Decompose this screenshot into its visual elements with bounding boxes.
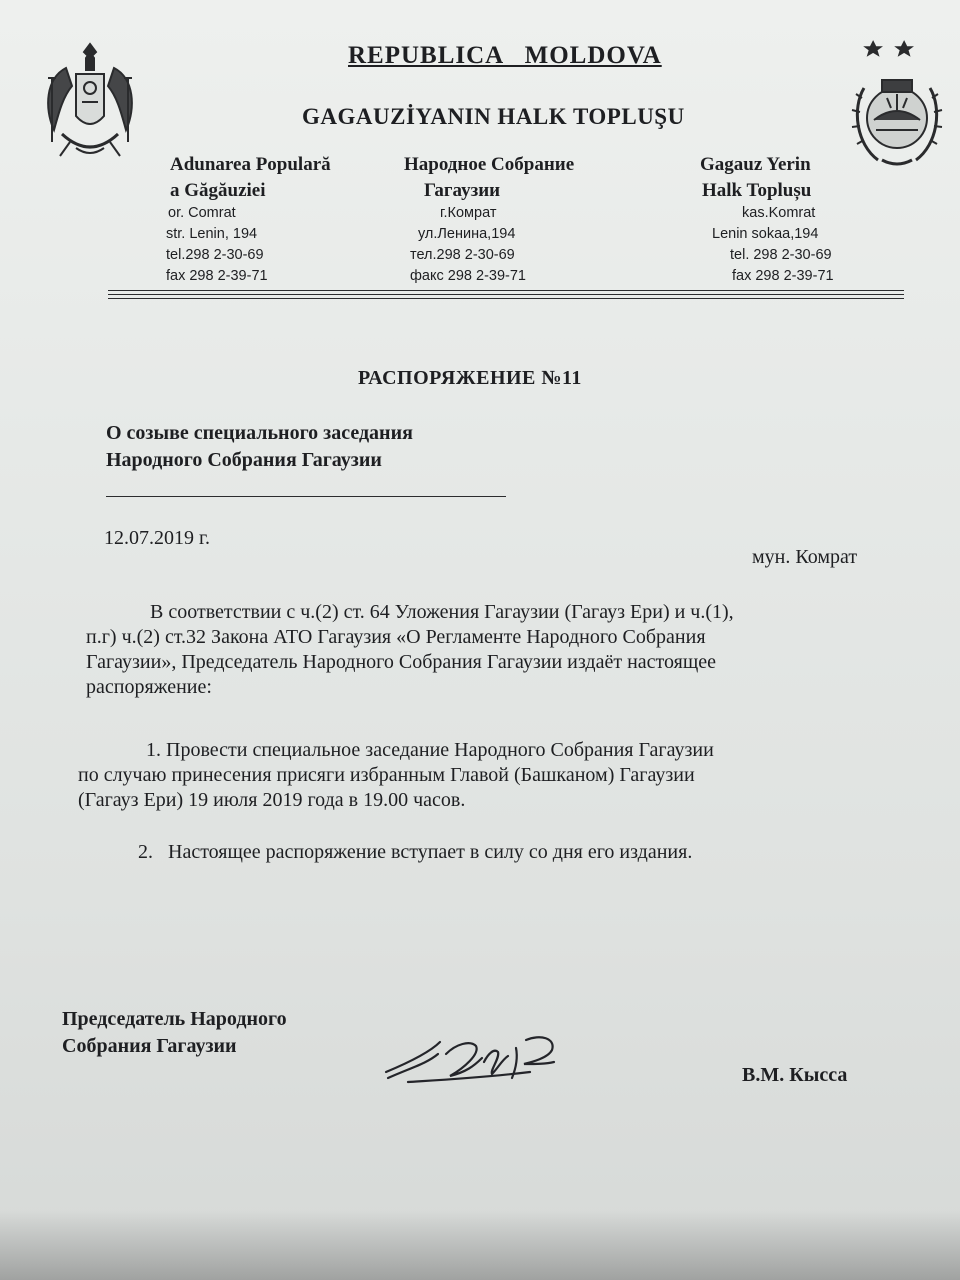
country-title: REPUBLICA MOLDOVA xyxy=(348,42,662,69)
address-city: г.Комрат xyxy=(440,205,497,221)
assembly-title: GAGAUZİYANIN HALK TOPLUŞU xyxy=(302,104,685,129)
position-line: Председатель Народного xyxy=(62,1008,287,1030)
subject-line: Народного Собрания Гагаузии xyxy=(106,449,382,471)
signatory-name: В.М. Кысса xyxy=(742,1064,848,1086)
header-address-gagauz xyxy=(712,203,834,287)
address-fax: fax 298 2-39-71 xyxy=(732,268,834,285)
address-tel: тел.298 2-30-69 xyxy=(410,247,515,264)
column-name-line2: a Găgăuziei xyxy=(170,179,266,201)
order-place: мун. Комрат xyxy=(752,546,858,568)
header-column-gagauz xyxy=(700,152,811,203)
subject-underline xyxy=(106,496,506,497)
header-address-russian xyxy=(410,203,526,287)
address-city: or. Comrat xyxy=(168,205,236,221)
subject-line: О созыве специального заседания xyxy=(106,422,413,444)
intro-line: Гагаузии», Председатель Народного Собрания Гагаузии издаёт настоящее xyxy=(86,651,716,673)
intro-line: распоряжение: xyxy=(86,676,212,698)
column-name-line2: Гагаузии xyxy=(424,179,501,201)
address-tel: tel. 298 2-30-69 xyxy=(730,247,832,264)
order-title: РАСПОРЯЖЕНИЕ №11 xyxy=(358,367,582,389)
order-date: 12.07.2019 г. xyxy=(104,527,210,549)
header-divider xyxy=(108,298,904,299)
address-fax: факс 298 2-39-71 xyxy=(410,268,526,285)
address-street: Lenin sokaa,194 xyxy=(712,226,819,243)
column-name-line1: Adunarea Populară xyxy=(170,154,331,175)
item-line: по случаю принесения присяги избранным Главой (Башканом) Гагаузии xyxy=(78,764,695,786)
page-shadow xyxy=(0,1210,960,1280)
order-item-1 xyxy=(78,738,888,813)
item-line: (Гагауз Ери) 19 июля 2019 года в 19.00 часов. xyxy=(78,789,466,811)
handwritten-signature-icon xyxy=(380,1028,580,1088)
order-item-2: 2. Настоящее распоряжение вступает в силу со дня его издания. xyxy=(138,841,693,863)
header-divider xyxy=(108,294,904,295)
intro-line: п.г) ч.(2) ст.32 Закона АТО Гагаузия «О Регламенте Народного Собрания xyxy=(86,626,706,648)
address-street: str. Lenin, 194 xyxy=(166,226,258,243)
address-city: kas.Komrat xyxy=(742,205,816,221)
column-name-line1: Народное Собрание xyxy=(404,154,575,175)
header-column-romanian xyxy=(170,152,331,203)
position-line: Собрания Гагаузии xyxy=(62,1035,237,1057)
order-subject xyxy=(106,420,413,474)
address-street: ул.Ленина,194 xyxy=(418,226,516,243)
column-name-line2: Halk Toplușu xyxy=(702,179,812,201)
address-fax: fax 298 2-39-71 xyxy=(166,268,268,285)
header-address-romanian xyxy=(166,203,268,287)
header-column-russian xyxy=(404,152,574,203)
intro-line: В соответствии с ч.(2) ст. 64 Уложения Гагаузии (Гагауз Ери) и ч.(1), xyxy=(150,601,734,623)
signatory-position xyxy=(62,1006,287,1060)
moldova-coat-of-arms-icon xyxy=(36,38,144,168)
intro-paragraph xyxy=(86,600,886,700)
item-line: 1. Провести специальное заседание Народного Собрания Гагаузии xyxy=(146,739,714,761)
column-name-line1: Gagauz Yerin xyxy=(700,154,811,175)
address-tel: tel.298 2-30-69 xyxy=(166,247,264,264)
header-divider xyxy=(108,290,904,291)
gagauzia-emblem-icon xyxy=(842,38,952,178)
